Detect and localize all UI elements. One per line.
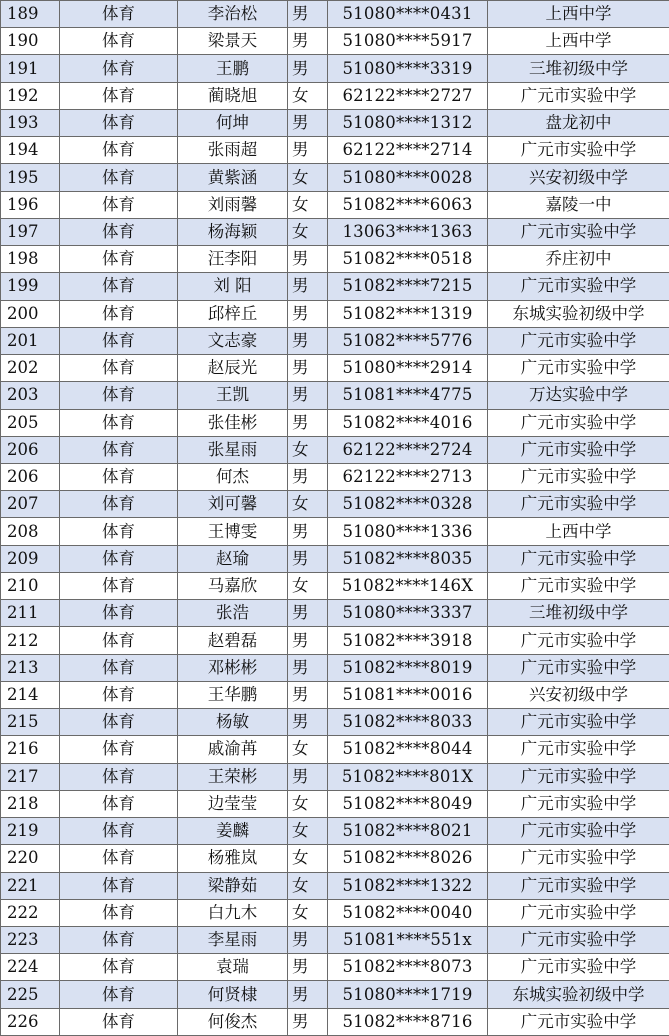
id-number: 51082****6063 [328, 191, 488, 218]
student-name: 刘 阳 [178, 273, 288, 300]
row-number: 226 [1, 1008, 60, 1035]
school-name: 广元市实验中学 [488, 327, 669, 354]
student-name: 梁静茹 [178, 872, 288, 899]
row-number: 217 [1, 763, 60, 790]
table-row [1, 436, 669, 463]
category-cell: 体育 [60, 845, 178, 872]
table-row [1, 191, 669, 218]
student-name: 赵碧磊 [178, 627, 288, 654]
row-number: 194 [1, 137, 60, 164]
id-number: 62122****2727 [328, 82, 488, 109]
school-name: 广元市实验中学 [488, 409, 669, 436]
id-number: 51082****3918 [328, 627, 488, 654]
category-cell: 体育 [60, 164, 178, 191]
school-name: 三堆初级中学 [488, 600, 669, 627]
student-name: 邱梓丘 [178, 300, 288, 327]
row-number: 197 [1, 218, 60, 245]
gender-cell: 女 [288, 218, 328, 245]
row-number: 191 [1, 55, 60, 82]
student-name: 姜麟 [178, 818, 288, 845]
student-name: 张雨超 [178, 137, 288, 164]
row-number: 213 [1, 654, 60, 681]
table-row [1, 273, 669, 300]
student-name: 王鹏 [178, 55, 288, 82]
category-cell: 体育 [60, 709, 178, 736]
table-row [1, 300, 669, 327]
school-name: 广元市实验中学 [488, 899, 669, 926]
id-number: 51082****0518 [328, 246, 488, 273]
student-name: 杨海颖 [178, 218, 288, 245]
category-cell: 体育 [60, 818, 178, 845]
gender-cell: 男 [288, 545, 328, 572]
row-number: 214 [1, 681, 60, 708]
category-cell: 体育 [60, 572, 178, 599]
student-name: 白九木 [178, 899, 288, 926]
table-row [1, 164, 669, 191]
row-number: 208 [1, 518, 60, 545]
gender-cell: 男 [288, 926, 328, 953]
school-name: 广元市实验中学 [488, 872, 669, 899]
row-number: 218 [1, 790, 60, 817]
school-name: 上西中学 [488, 1, 669, 28]
table-row [1, 954, 669, 981]
id-number: 51082****1322 [328, 872, 488, 899]
id-number: 51080****3337 [328, 600, 488, 627]
row-number: 200 [1, 300, 60, 327]
table-row [1, 872, 669, 899]
school-name: 广元市实验中学 [488, 1008, 669, 1035]
id-number: 51082****8021 [328, 818, 488, 845]
row-number: 207 [1, 491, 60, 518]
category-cell: 体育 [60, 1, 178, 28]
gender-cell: 男 [288, 55, 328, 82]
table-row [1, 355, 669, 382]
row-number: 215 [1, 709, 60, 736]
gender-cell: 女 [288, 491, 328, 518]
category-cell: 体育 [60, 246, 178, 273]
category-cell: 体育 [60, 218, 178, 245]
gender-cell: 男 [288, 654, 328, 681]
category-cell: 体育 [60, 736, 178, 763]
school-name: 乔庄初中 [488, 246, 669, 273]
gender-cell: 男 [288, 518, 328, 545]
category-cell: 体育 [60, 463, 178, 490]
gender-cell: 男 [288, 981, 328, 1008]
student-name: 赵辰光 [178, 355, 288, 382]
category-cell: 体育 [60, 681, 178, 708]
gender-cell: 女 [288, 736, 328, 763]
school-name: 广元市实验中学 [488, 572, 669, 599]
id-number: 62122****2724 [328, 436, 488, 463]
student-name: 张佳彬 [178, 409, 288, 436]
school-name: 广元市实验中学 [488, 736, 669, 763]
table-row [1, 218, 669, 245]
student-name: 王荣彬 [178, 763, 288, 790]
row-number: 225 [1, 981, 60, 1008]
student-name: 赵瑜 [178, 545, 288, 572]
school-name: 盘龙初中 [488, 109, 669, 136]
gender-cell: 男 [288, 463, 328, 490]
gender-cell: 男 [288, 1, 328, 28]
school-name: 广元市实验中学 [488, 926, 669, 953]
category-cell: 体育 [60, 491, 178, 518]
category-cell: 体育 [60, 300, 178, 327]
gender-cell: 男 [288, 109, 328, 136]
row-number: 205 [1, 409, 60, 436]
id-number: 51082****8019 [328, 654, 488, 681]
row-number: 206 [1, 436, 60, 463]
student-name: 张星雨 [178, 436, 288, 463]
id-number: 51082****8716 [328, 1008, 488, 1035]
table-row [1, 572, 669, 599]
row-number: 210 [1, 572, 60, 599]
student-name: 刘雨馨 [178, 191, 288, 218]
category-cell: 体育 [60, 1008, 178, 1035]
table-row [1, 654, 669, 681]
row-number: 211 [1, 600, 60, 627]
id-number: 13063****1363 [328, 218, 488, 245]
id-number: 51081****4775 [328, 382, 488, 409]
student-name: 蔺晓旭 [178, 82, 288, 109]
id-number: 51080****1312 [328, 109, 488, 136]
gender-cell: 男 [288, 300, 328, 327]
school-name: 广元市实验中学 [488, 545, 669, 572]
row-number: 195 [1, 164, 60, 191]
student-name: 边莹莹 [178, 790, 288, 817]
gender-cell: 女 [288, 899, 328, 926]
table-row [1, 28, 669, 55]
gender-cell: 男 [288, 355, 328, 382]
school-name: 兴安初级中学 [488, 164, 669, 191]
gender-cell: 男 [288, 954, 328, 981]
category-cell: 体育 [60, 545, 178, 572]
gender-cell: 女 [288, 790, 328, 817]
school-name: 广元市实验中学 [488, 709, 669, 736]
table-row [1, 899, 669, 926]
student-name: 刘可馨 [178, 491, 288, 518]
school-name: 广元市实验中学 [488, 436, 669, 463]
gender-cell: 男 [288, 273, 328, 300]
school-name: 广元市实验中学 [488, 491, 669, 518]
gender-cell: 男 [288, 1008, 328, 1035]
school-name: 万达实验中学 [488, 382, 669, 409]
id-number: 51082****0328 [328, 491, 488, 518]
school-name: 广元市实验中学 [488, 355, 669, 382]
school-name: 广元市实验中学 [488, 82, 669, 109]
category-cell: 体育 [60, 382, 178, 409]
row-number: 206 [1, 463, 60, 490]
student-name: 邓彬彬 [178, 654, 288, 681]
category-cell: 体育 [60, 409, 178, 436]
gender-cell: 男 [288, 327, 328, 354]
student-name: 王凯 [178, 382, 288, 409]
category-cell: 体育 [60, 191, 178, 218]
table-row [1, 1, 669, 28]
gender-cell: 男 [288, 382, 328, 409]
school-name: 广元市实验中学 [488, 137, 669, 164]
category-cell: 体育 [60, 954, 178, 981]
id-number: 51082****8049 [328, 790, 488, 817]
school-name: 广元市实验中学 [488, 654, 669, 681]
row-number: 220 [1, 845, 60, 872]
id-number: 51082****0040 [328, 899, 488, 926]
id-number: 51080****2914 [328, 355, 488, 382]
gender-cell: 男 [288, 763, 328, 790]
table-row [1, 818, 669, 845]
student-name: 袁瑞 [178, 954, 288, 981]
student-name: 黄紫涵 [178, 164, 288, 191]
student-name: 马嘉欣 [178, 572, 288, 599]
table-row [1, 518, 669, 545]
id-number: 51082****8044 [328, 736, 488, 763]
table-row [1, 627, 669, 654]
id-number: 51082****4016 [328, 409, 488, 436]
category-cell: 体育 [60, 790, 178, 817]
gender-cell: 男 [288, 246, 328, 273]
gender-cell: 男 [288, 627, 328, 654]
school-name: 广元市实验中学 [488, 463, 669, 490]
school-name: 上西中学 [488, 518, 669, 545]
student-name: 何坤 [178, 109, 288, 136]
row-number: 189 [1, 1, 60, 28]
row-number: 219 [1, 818, 60, 845]
category-cell: 体育 [60, 28, 178, 55]
id-number: 51080****1336 [328, 518, 488, 545]
table-row [1, 681, 669, 708]
student-name: 何俊杰 [178, 1008, 288, 1035]
gender-cell: 男 [288, 137, 328, 164]
school-name: 广元市实验中学 [488, 763, 669, 790]
id-number: 51080****0431 [328, 1, 488, 28]
table-row [1, 327, 669, 354]
table-row [1, 491, 669, 518]
school-name: 广元市实验中学 [488, 273, 669, 300]
table-row [1, 1008, 669, 1035]
category-cell: 体育 [60, 763, 178, 790]
table-row [1, 981, 669, 1008]
student-name: 王博雯 [178, 518, 288, 545]
table-row [1, 926, 669, 953]
school-name: 东城实验初级中学 [488, 981, 669, 1008]
school-name: 广元市实验中学 [488, 818, 669, 845]
row-number: 190 [1, 28, 60, 55]
table-row [1, 736, 669, 763]
table-row [1, 545, 669, 572]
gender-cell: 男 [288, 681, 328, 708]
category-cell: 体育 [60, 600, 178, 627]
id-number: 51082****801X [328, 763, 488, 790]
table-row [1, 763, 669, 790]
table-row [1, 600, 669, 627]
id-number: 51082****7215 [328, 273, 488, 300]
id-number: 51082****1319 [328, 300, 488, 327]
student-name: 何杰 [178, 463, 288, 490]
school-name: 三堆初级中学 [488, 55, 669, 82]
table-body [1, 1, 669, 1036]
id-number: 51082****5776 [328, 327, 488, 354]
id-number: 62122****2714 [328, 137, 488, 164]
gender-cell: 男 [288, 709, 328, 736]
school-name: 广元市实验中学 [488, 845, 669, 872]
row-number: 203 [1, 382, 60, 409]
school-name: 嘉陵一中 [488, 191, 669, 218]
id-number: 51082****146X [328, 572, 488, 599]
category-cell: 体育 [60, 872, 178, 899]
category-cell: 体育 [60, 926, 178, 953]
category-cell: 体育 [60, 55, 178, 82]
table-row [1, 82, 669, 109]
table-row [1, 55, 669, 82]
gender-cell: 女 [288, 82, 328, 109]
gender-cell: 女 [288, 572, 328, 599]
id-number: 51080****3319 [328, 55, 488, 82]
table-row [1, 463, 669, 490]
id-number: 51080****0028 [328, 164, 488, 191]
category-cell: 体育 [60, 518, 178, 545]
school-name: 广元市实验中学 [488, 627, 669, 654]
table-row [1, 409, 669, 436]
row-number: 196 [1, 191, 60, 218]
student-name: 李治松 [178, 1, 288, 28]
category-cell: 体育 [60, 436, 178, 463]
gender-cell: 女 [288, 845, 328, 872]
row-number: 202 [1, 355, 60, 382]
category-cell: 体育 [60, 109, 178, 136]
student-name: 李星雨 [178, 926, 288, 953]
row-number: 199 [1, 273, 60, 300]
student-name: 张浩 [178, 600, 288, 627]
category-cell: 体育 [60, 137, 178, 164]
id-number: 51081****551x [328, 926, 488, 953]
school-name: 东城实验初级中学 [488, 300, 669, 327]
gender-cell: 男 [288, 600, 328, 627]
student-name: 杨敏 [178, 709, 288, 736]
row-number: 193 [1, 109, 60, 136]
student-name: 王华鹏 [178, 681, 288, 708]
gender-cell: 女 [288, 164, 328, 191]
id-number: 51082****8073 [328, 954, 488, 981]
row-number: 222 [1, 899, 60, 926]
school-name: 广元市实验中学 [488, 790, 669, 817]
id-number: 51080****1719 [328, 981, 488, 1008]
row-number: 201 [1, 327, 60, 354]
table-row [1, 845, 669, 872]
category-cell: 体育 [60, 899, 178, 926]
gender-cell: 男 [288, 28, 328, 55]
table-row [1, 709, 669, 736]
id-number: 51080****5917 [328, 28, 488, 55]
table-row [1, 790, 669, 817]
gender-cell: 男 [288, 409, 328, 436]
student-name: 汪李阳 [178, 246, 288, 273]
category-cell: 体育 [60, 981, 178, 1008]
table-row [1, 137, 669, 164]
row-number: 192 [1, 82, 60, 109]
school-name: 广元市实验中学 [488, 954, 669, 981]
category-cell: 体育 [60, 627, 178, 654]
school-name: 上西中学 [488, 28, 669, 55]
row-number: 198 [1, 246, 60, 273]
category-cell: 体育 [60, 82, 178, 109]
id-number: 51082****8033 [328, 709, 488, 736]
id-number: 51081****0016 [328, 681, 488, 708]
student-name: 文志豪 [178, 327, 288, 354]
table-row [1, 109, 669, 136]
gender-cell: 女 [288, 818, 328, 845]
row-number: 212 [1, 627, 60, 654]
student-name: 戚渝苒 [178, 736, 288, 763]
category-cell: 体育 [60, 355, 178, 382]
table-row [1, 246, 669, 273]
table-row [1, 382, 669, 409]
row-number: 209 [1, 545, 60, 572]
id-number: 51082****8035 [328, 545, 488, 572]
gender-cell: 女 [288, 191, 328, 218]
category-cell: 体育 [60, 654, 178, 681]
category-cell: 体育 [60, 327, 178, 354]
id-number: 62122****2713 [328, 463, 488, 490]
row-number: 224 [1, 954, 60, 981]
row-number: 221 [1, 872, 60, 899]
school-name: 广元市实验中学 [488, 218, 669, 245]
id-number: 51082****8026 [328, 845, 488, 872]
school-name: 兴安初级中学 [488, 681, 669, 708]
student-name: 杨雅岚 [178, 845, 288, 872]
student-name: 何贤棣 [178, 981, 288, 1008]
gender-cell: 女 [288, 872, 328, 899]
row-number: 216 [1, 736, 60, 763]
category-cell: 体育 [60, 273, 178, 300]
student-name: 梁景天 [178, 28, 288, 55]
row-number: 223 [1, 926, 60, 953]
gender-cell: 女 [288, 436, 328, 463]
